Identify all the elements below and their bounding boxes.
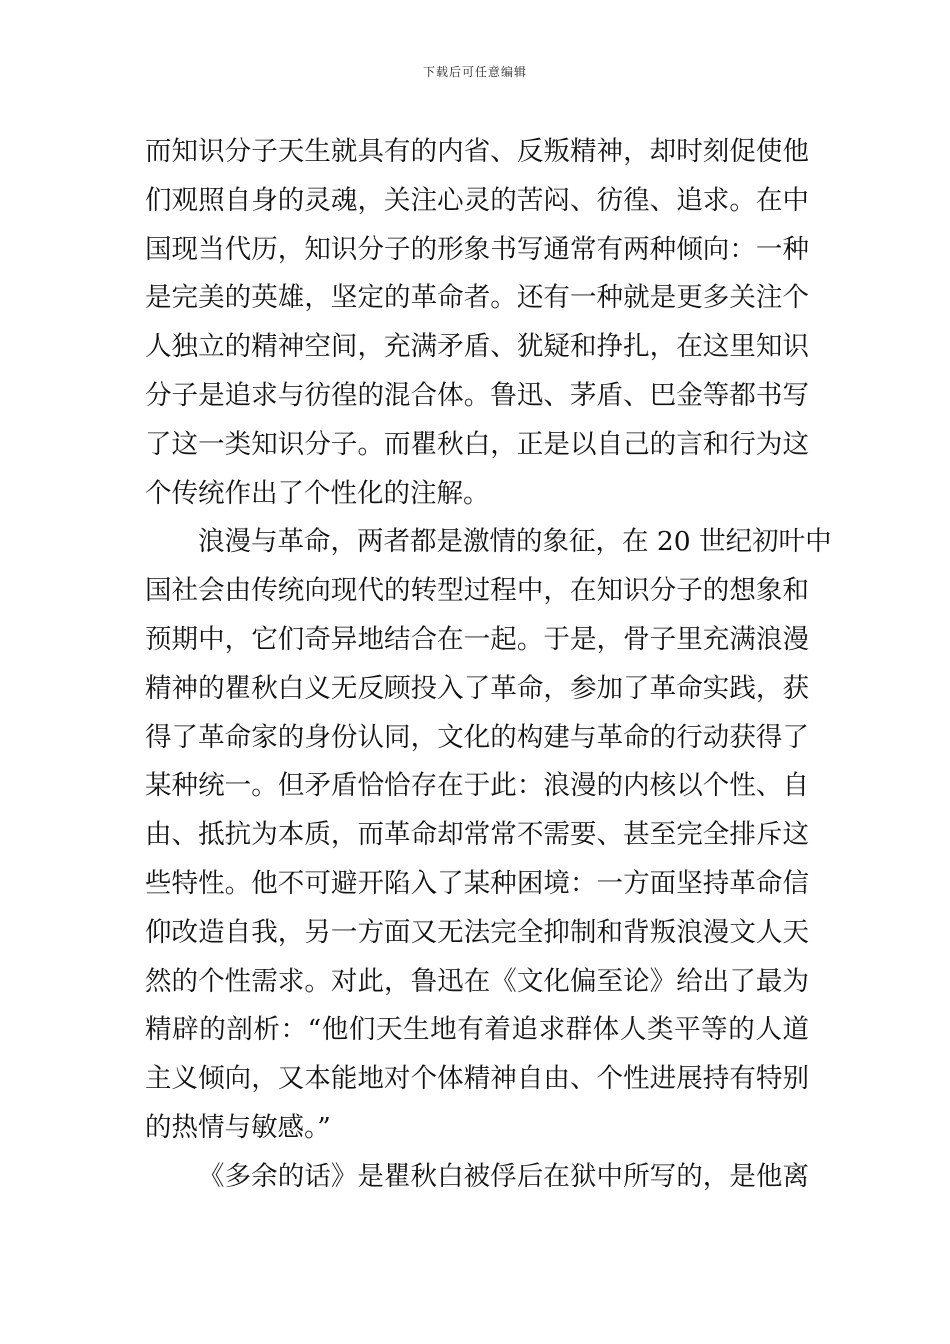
text-line: 某种统一。但矛盾恰恰存在于此：浪漫的内核以个性、自 xyxy=(145,770,809,802)
text-line: 国现当代历，知识分子的形象书写通常有两种倾向：一种 xyxy=(145,233,809,265)
text-line: 些特性。他不可避开陷入了某种困境：一方面坚持革命信 xyxy=(145,867,809,899)
text-line: 人独立的精神空间，充满矛盾、犹疑和挣扎，在这里知识 xyxy=(145,331,809,363)
text-line: 《多余的话》是瞿秋白被俘后在狱中所写的，是他离 xyxy=(198,1160,809,1192)
document-body xyxy=(145,128,832,1202)
text-line: 然的个性需求。对此，鲁迅在《文化偏至论》给出了最为 xyxy=(145,965,809,997)
text-line: 精神的瞿秋白义无反顾投入了革命，参加了革命实践，获 xyxy=(145,672,809,704)
text-line: 而知识分子天生就具有的内省、反叛精神，却时刻促使他 xyxy=(145,136,809,167)
text-line: 得了革命家的身份认同，文化的构建与革命的行动获得了 xyxy=(145,721,809,753)
text-line: 仰改造自我，另一方面又无法完全抑制和背叛浪漫文人天 xyxy=(145,916,809,948)
page-header-note: 下载后可任意编辑 xyxy=(422,65,527,79)
text-line: 主义倾向，又本能地对个体精神自由、个性进展持有特别 xyxy=(145,1063,809,1095)
text-line: 由、抵抗为本质，而革命却常常不需要、甚至完全排斥这 xyxy=(145,819,809,851)
text-line: 分子是追求与彷徨的混合体。鲁迅、茅盾、巴金等都书写 xyxy=(145,379,809,411)
text-line: 们观照自身的灵魂，关注心灵的苦闷、彷徨、追求。在中 xyxy=(145,184,809,216)
text-line: 精辟的剖析：“他们天生地有着追求群体人类平等的人道 xyxy=(145,1014,809,1046)
text-line: 国社会由传统向现代的转型过程中，在知识分子的想象和 xyxy=(145,575,809,607)
text-line: 预期中，它们奇异地结合在一起。于是，骨子里充满浪漫 xyxy=(145,623,809,655)
text-line: 个传统作出了个性化的注解。 xyxy=(145,477,490,509)
text-line: 的热情与敏感。” xyxy=(145,1111,331,1143)
text-line: 浪漫与革命，两者都是激情的象征，在 20 世纪初叶中 xyxy=(198,526,832,558)
text-line: 了这一类知识分子。而瞿秋白，正是以自己的言和行为这 xyxy=(145,428,809,460)
text-line: 是完美的英雄，坚定的革命者。还有一种就是更多关注个 xyxy=(145,282,809,314)
